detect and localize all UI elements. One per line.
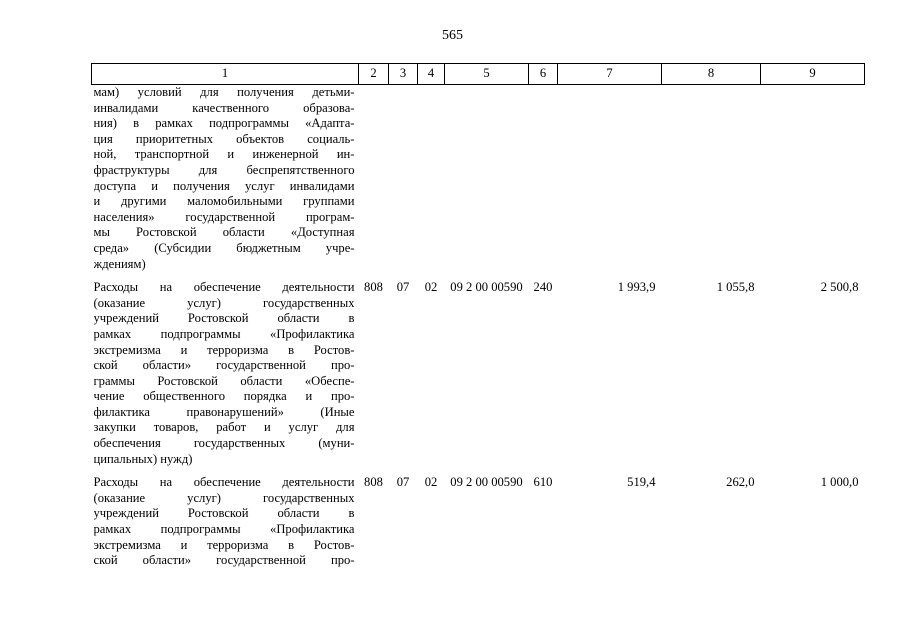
row-description bbox=[92, 85, 359, 273]
cell-section: 07 bbox=[396, 280, 410, 295]
cell-subsection: 02 bbox=[424, 475, 438, 490]
description-line: и другими маломобильными группами bbox=[93, 194, 355, 209]
description-line: ной, транспортной и инженерной ин- bbox=[93, 147, 355, 162]
cell-amount-3 bbox=[761, 85, 865, 273]
description-line: инвалидами качественного образова- bbox=[93, 100, 355, 115]
description-line: (оказание услуг) государственных bbox=[93, 295, 355, 310]
description-line: доступа и получения услуг инвалидами bbox=[93, 178, 355, 193]
table-row bbox=[92, 280, 865, 467]
column-header: 3 bbox=[389, 64, 418, 85]
cell-section bbox=[389, 85, 418, 273]
row-spacer bbox=[92, 467, 865, 475]
row-description bbox=[92, 280, 359, 467]
description-line: экстремизма и терроризма в Ростов- bbox=[93, 342, 355, 357]
cell-ministry: 808 bbox=[364, 280, 383, 295]
description-line: ждениям) bbox=[93, 256, 146, 271]
table-row bbox=[92, 475, 865, 569]
cell-target-article bbox=[445, 85, 529, 273]
description-line: среда» (Субсидии бюджетным учре- bbox=[93, 240, 355, 255]
description-line: обеспечения государственных (муни- bbox=[93, 436, 355, 451]
cell-ministry: 808 bbox=[364, 475, 383, 490]
description-line: ция приоритетных объектов социаль- bbox=[93, 131, 355, 146]
column-header: 7 bbox=[558, 64, 662, 85]
cell-expense-type: 610 bbox=[533, 475, 553, 490]
description-line: ской области» государственной про- bbox=[93, 358, 355, 373]
header-row bbox=[92, 64, 865, 85]
description-line: (оказание услуг) государственных bbox=[93, 490, 355, 505]
cell-amount-2: 1 055,8 bbox=[716, 280, 755, 295]
description-line: закупки товаров, работ и услуг для bbox=[93, 420, 355, 435]
cell-amount-2: 262,0 bbox=[726, 475, 755, 490]
cell-amount-3: 1 000,0 bbox=[820, 475, 859, 490]
description-line: учреждений Ростовской области в bbox=[93, 506, 355, 521]
description-line: чение общественного порядка и про- bbox=[93, 389, 355, 404]
column-header: 9 bbox=[761, 64, 865, 85]
description-line: рамках подпрограммы «Профилактика bbox=[93, 522, 355, 537]
column-header: 6 bbox=[529, 64, 558, 85]
description-line: ния) в рамках подпрограммы «Адапта- bbox=[93, 116, 355, 131]
budget-table bbox=[91, 63, 865, 569]
cell-amount-3: 2 500,8 bbox=[820, 280, 859, 295]
cell-expense-type: 240 bbox=[533, 280, 553, 295]
cell-target-article: 09 2 00 00590 bbox=[450, 475, 523, 490]
description-line: ской области» государственной про- bbox=[93, 553, 355, 568]
cell-subsection bbox=[418, 85, 445, 273]
cell-subsection: 02 bbox=[424, 280, 438, 295]
cell-amount-1 bbox=[558, 85, 662, 273]
description-line: мы Ростовской области «Доступная bbox=[93, 225, 355, 240]
description-line: филактика правонарушений» (Иные bbox=[93, 404, 355, 419]
description-line: экстремизма и терроризма в Ростов- bbox=[93, 537, 355, 552]
column-header: 4 bbox=[418, 64, 445, 85]
description-line: мам) условий для получения детьми- bbox=[93, 85, 355, 99]
column-header: 8 bbox=[662, 64, 761, 85]
description-line: граммы Ростовской области «Обеспе- bbox=[93, 373, 355, 388]
description-line: фраструктуры для беспрепятственного bbox=[93, 162, 355, 177]
description-line: Расходы на обеспечение деятельности bbox=[93, 475, 355, 490]
page-number: 565 bbox=[442, 28, 463, 43]
description-line: ципальных) нужд) bbox=[93, 451, 193, 466]
column-header: 2 bbox=[359, 64, 389, 85]
cell-section: 07 bbox=[396, 475, 410, 490]
table-row bbox=[92, 85, 865, 273]
cell-amount-1: 1 993,9 bbox=[617, 280, 656, 295]
row-description bbox=[92, 475, 359, 569]
column-header: 1 bbox=[92, 64, 359, 85]
description-line: учреждений Ростовской области в bbox=[93, 311, 355, 326]
cell-expense-type bbox=[529, 85, 558, 273]
cell-target-article: 09 2 00 00590 bbox=[450, 280, 523, 295]
row-spacer bbox=[92, 272, 865, 280]
column-header: 5 bbox=[445, 64, 529, 85]
description-line: рамках подпрограммы «Профилактика bbox=[93, 326, 355, 341]
cell-amount-2 bbox=[662, 85, 761, 273]
cell-ministry bbox=[359, 85, 389, 273]
description-line: населения» государственной програм- bbox=[93, 209, 355, 224]
cell-amount-1: 519,4 bbox=[627, 475, 656, 490]
description-line: Расходы на обеспечение деятельности bbox=[93, 280, 355, 295]
